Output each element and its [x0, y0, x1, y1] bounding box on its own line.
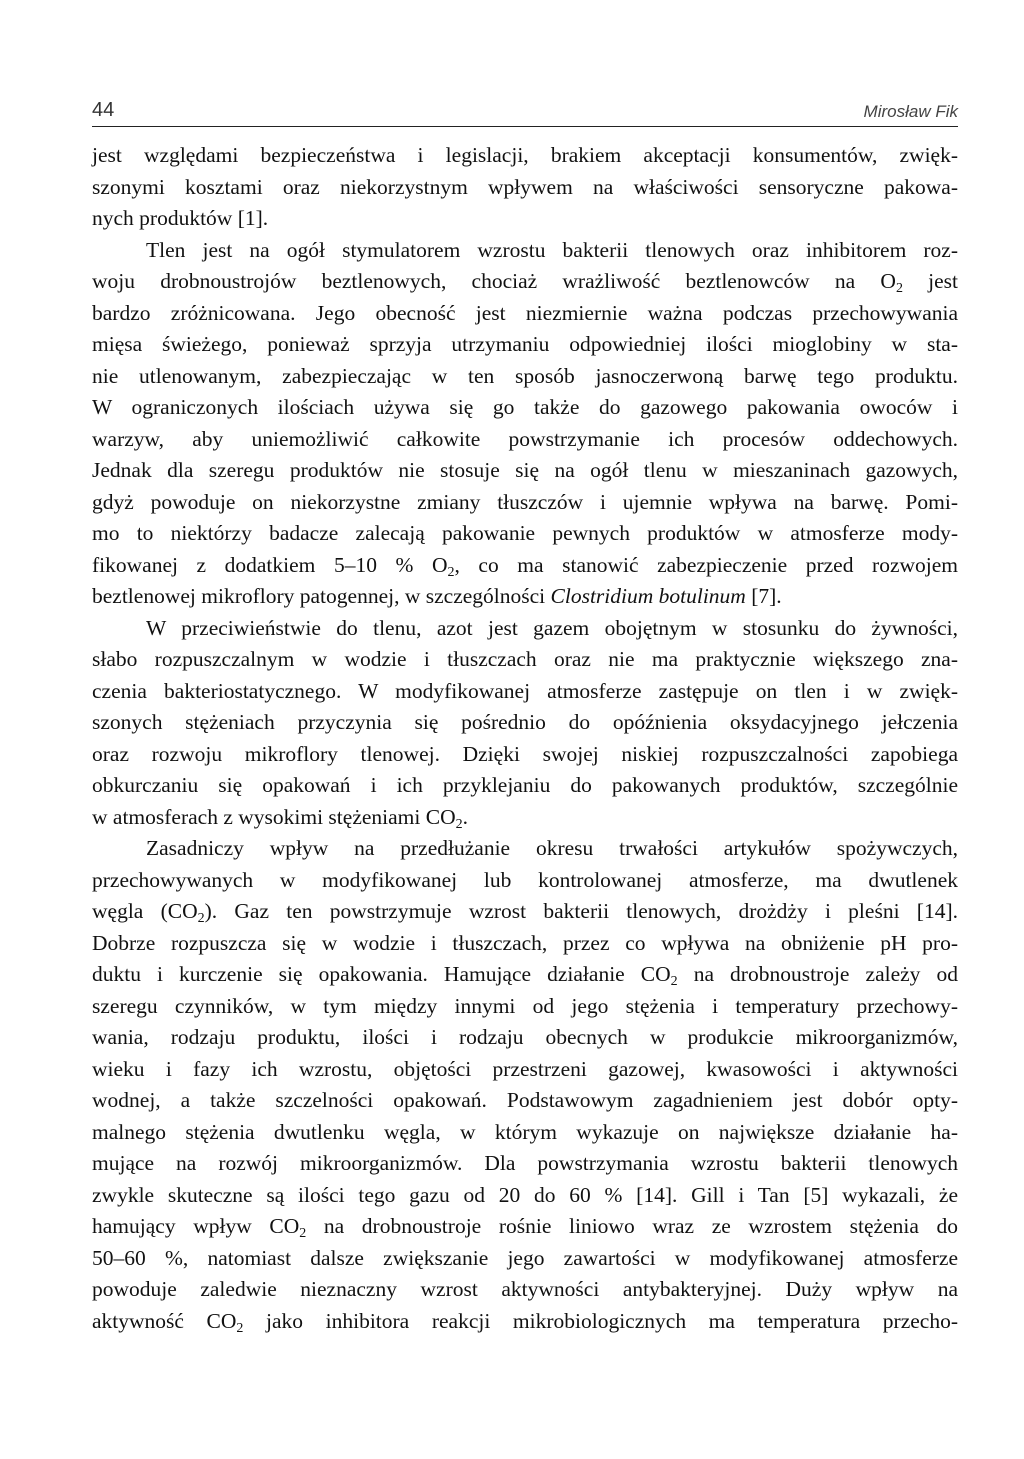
text-line: nych produktów [1].	[92, 206, 269, 230]
text-line: gdyż powoduje on niekorzystne zmiany tłuszczów i ujemnie wpływa na barwę. Pomi-	[92, 489, 958, 514]
text-line: beztlenowej mikroflory patogennej, w szczególności Clostridium botulinum [7].	[92, 584, 782, 608]
paragraph	[92, 140, 958, 235]
text-line: zwykle skuteczne są ilości tego gazu od 20 do 60 % [14]. Gill i Tan [5] wykazali, że	[92, 1182, 958, 1207]
text-line: mięsa świeżego, ponieważ sprzyja utrzymaniu odpowiedniej ilości mioglobiny w sta-	[92, 332, 958, 356]
paragraph	[92, 613, 958, 834]
text-line: warzyw, aby uniemożliwić całkowite powstrzymanie ich procesów oddechowych.	[92, 426, 958, 451]
text-line: Zasadniczy wpływ na przedłużanie okresu trwałości artykułów spożywczych,	[146, 836, 958, 860]
text-line: malnego stężenia dwutlenku węgla, w którym wykazuje on największe działanie ha-	[92, 1119, 958, 1144]
text-line: woju drobnoustrojów beztlenowych, chociaż wrażliwość beztlenowców na $O_2$ jest	[92, 269, 959, 296]
text-line: wania, rodzaju produktu, ilości i rodzaju obecnych w produkcie mikroorganizmów,	[92, 1025, 958, 1049]
text-line: mo to niektórzy badacze zalecają pakowanie pewnych produktów w atmosferze mody-	[92, 521, 958, 545]
text-line: Dobrze rozpuszcza się w wodzie i tłuszczach, przez co wpływa na obniżenie pH pro-	[92, 930, 958, 955]
text-line: hamujący wpływ $CO_2$ na drobnoustroje rośnie liniowo wraz ze wzrostem stężenia do	[92, 1214, 959, 1241]
text-line: oraz rozwoju mikroflory tlenowej. Dzięki swojej niskiej rozpuszczalności zapobiega	[92, 741, 958, 766]
text-line: W ograniczonych ilościach używa się go także do gazowego pakowania owoców i	[92, 395, 958, 419]
text-line: nie utlenowanym, zabezpieczając w ten sposób jasnoczerwoną barwę tego produktu.	[92, 363, 958, 388]
text-line: powoduje zaledwie nieznaczny wzrost aktywności antybakteryjnej. Duży wpływ na	[92, 1277, 958, 1301]
body-text	[92, 140, 958, 1337]
running-author: Mirosław Fik	[863, 102, 958, 121]
text-line: szonymi kosztami oraz niekorzystnym wpływem na właściwości sensoryczne pakowa-	[92, 174, 958, 199]
text-line: słabo rozpuszczalnym w wodzie i tłuszczach oraz nie ma praktycznie większego zna-	[92, 647, 958, 671]
paragraph	[92, 833, 958, 1337]
running-header	[92, 98, 958, 127]
text-line: aktywność $CO_2$ jako inhibitora reakcji mikrobiologicznych ma temperatura przecho-	[92, 1308, 958, 1336]
text-line: Tlen jest na ogół stymulatorem wzrostu bakterii tlenowych oraz inhibitorem roz-	[146, 237, 958, 262]
text-line: Jednak dla szeregu produktów nie stosuje się na ogół tlenu w mieszaninach gazowych,	[92, 458, 958, 482]
text-line: obkurczaniu się opakowań i ich przyklejaniu do pakowanych produktów, szczególnie	[92, 773, 958, 797]
text-line: wieku i fazy ich wzrostu, objętości przestrzeni gazowej, kwasowości i aktywności	[92, 1056, 958, 1081]
text-line: 50–60 %, natomiast dalsze zwiększanie jego zawartości w modyfikowanej atmosferze	[92, 1245, 958, 1270]
text-line: szeregu czynników, w tym między innymi od jego stężenia i temperatury przechowy-	[92, 993, 958, 1018]
paragraph	[92, 235, 958, 613]
text-line: szonych stężeniach przyczynia się pośrednio do opóźnienia oksydacyjnego jełczenia	[92, 710, 958, 734]
text-line: wodnej, a także szczelności opakowań. Podstawowym zagadnieniem jest dobór opty-	[92, 1088, 958, 1112]
text-line: jest względami bezpieczeństwa i legislacji, brakiem akceptacji konsumentów, zwięk-	[92, 143, 958, 167]
text-line: węgla $(CO_2)$. Gaz ten powstrzymuje wzrost bakterii tlenowych, drożdży i pleśni [14].	[92, 899, 958, 926]
text-line: w atmosferach z wysokimi stężeniami $CO_2$.	[92, 804, 468, 832]
text-line: duktu i kurczenie się opakowania. Hamujące działanie $CO_2$ na drobnoustroje zależy od	[92, 962, 958, 989]
text-line: przechowywanych w modyfikowanej lub kontrolowanej atmosferze, ma dwutlenek	[92, 867, 958, 892]
text-line: W przeciwieństwie do tlenu, azot jest gazem obojętnym w stosunku do żywności,	[146, 615, 958, 640]
text-line: czenia bakteriostatycznego. W modyfikowanej atmosferze zastępuje on tlen i w zwięk-	[92, 678, 958, 703]
page-number: 44	[92, 99, 115, 121]
text-line: fikowanej z dodatkiem 5–10 % $O_2$, co ma stanowić zabezpieczenie przed rozwojem	[92, 552, 959, 580]
text-line: bardzo zróżnicowana. Jego obecność jest niezmiernie ważna podczas przechowywania	[92, 300, 958, 325]
text-line: mujące na rozwój mikroorganizmów. Dla powstrzymania wzrostu bakterii tlenowych	[92, 1151, 958, 1175]
